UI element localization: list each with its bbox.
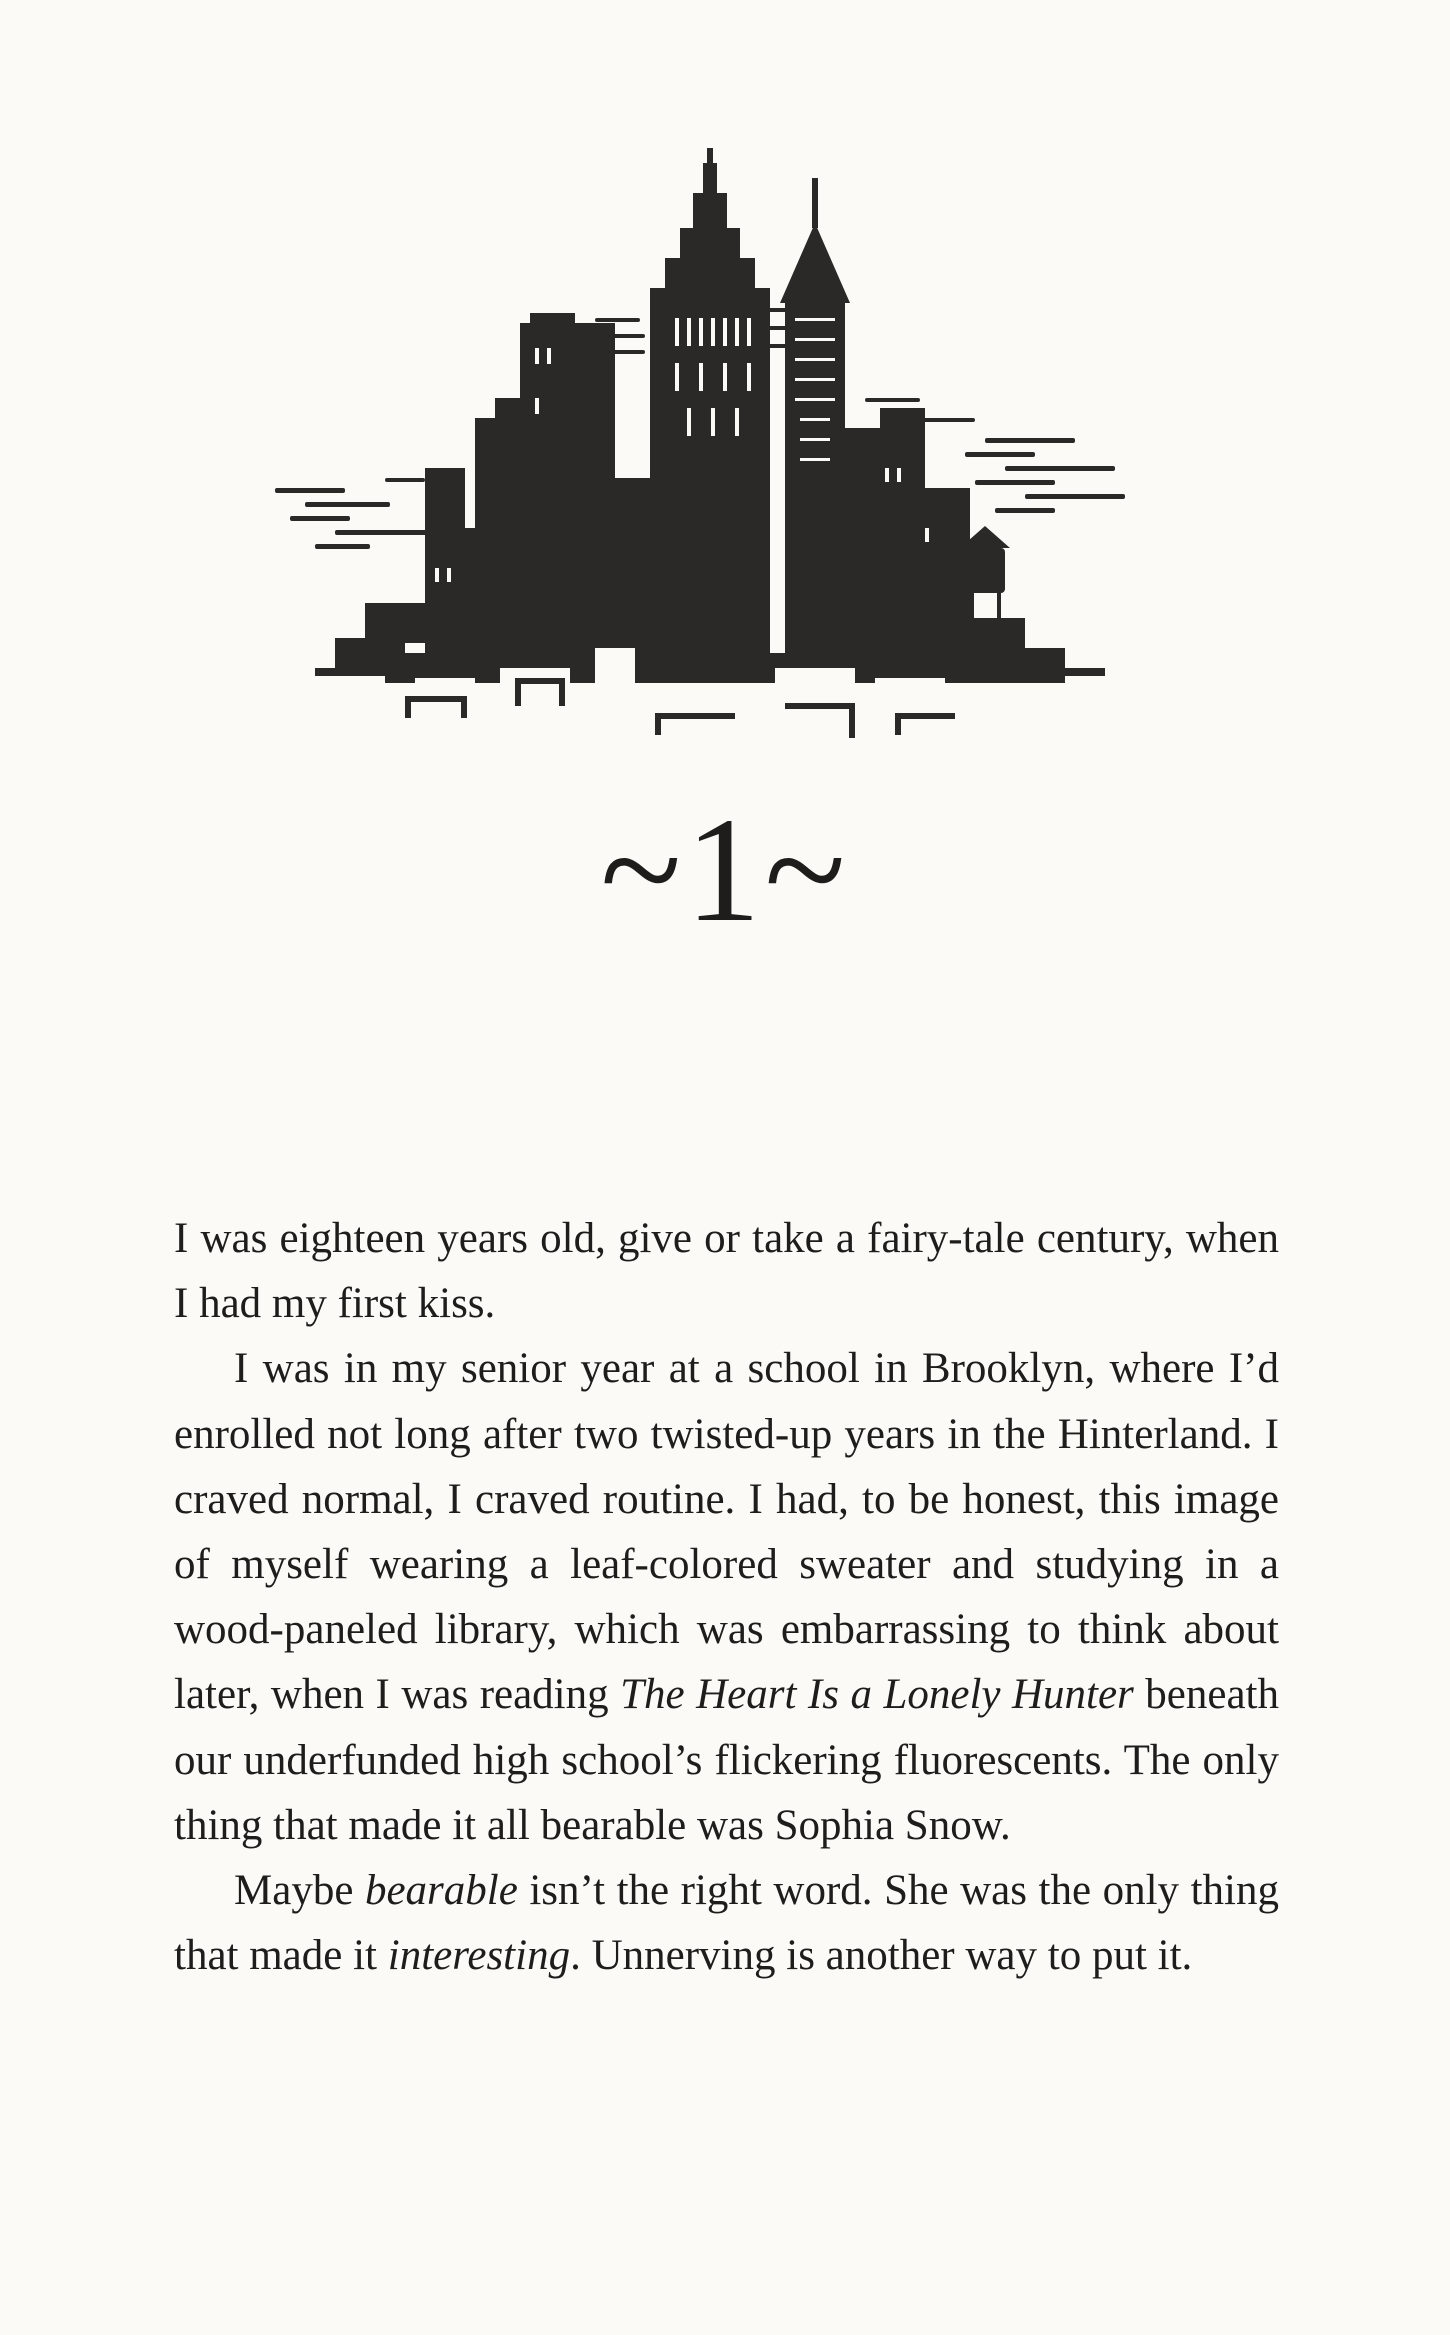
- paragraph-3-part3: . Unnerving is another way to put it.: [570, 1932, 1193, 1980]
- paragraph-2: [174, 1336, 1279, 1858]
- paragraph-2-after: beneath our underfunded high school’s flickering fluorescents. The only thing that made it all bearable was Sophia Snow.: [174, 1671, 1279, 1849]
- city-skyline-icon: [265, 148, 1185, 738]
- paragraph-2-before: I was in my senior year at a school in Brooklyn, where I’d enrolled not long after two twisted-up years in the Hinterland. I craved normal, I craved routine. I had, to be honest, this image of myself wearing a leaf-colored sweater and studying in a wood-paneled library, which was embarrassing to think about later, when I was reading: [174, 1345, 1279, 1719]
- paragraph-3-part1: Maybe: [234, 1867, 365, 1915]
- emphasis-bearable: bearable: [364, 1867, 518, 1915]
- book-title: The Heart Is a Lonely Hunter: [620, 1671, 1134, 1719]
- paragraph-1: [174, 1206, 1279, 1336]
- paragraph-3-part2: isn’t the right word. She was the only thing that made it: [174, 1867, 1279, 1980]
- chapter-body: [174, 1206, 1279, 1988]
- paragraph-3: [174, 1858, 1279, 1988]
- chapter-number: ~1~: [600, 787, 850, 953]
- paragraph-1-text: I was eighteen years old, give or take a fairy-tale century, when I had my first kiss.: [174, 1215, 1279, 1328]
- emphasis-interesting: interesting: [387, 1932, 571, 1980]
